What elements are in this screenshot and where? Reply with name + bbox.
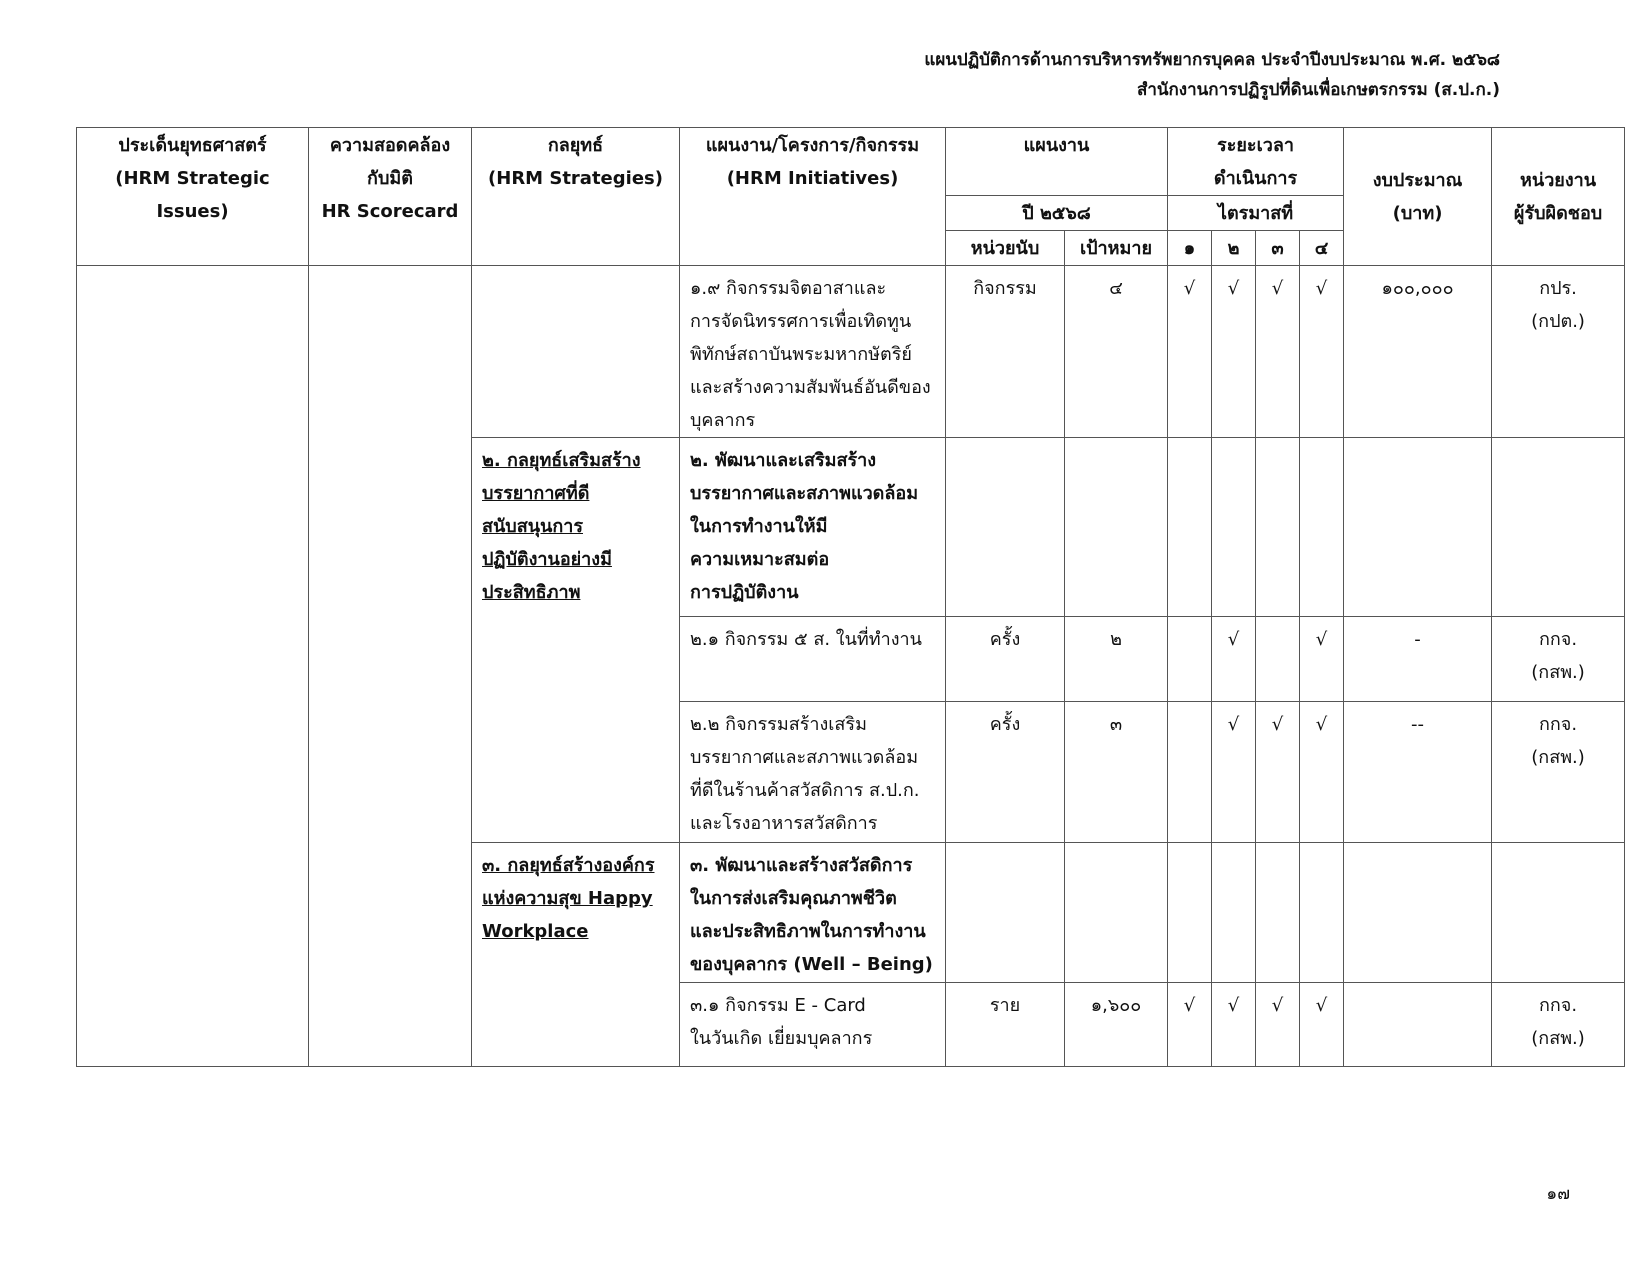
- col-header-period: ระยะเวลา ดำเนินการ: [1168, 128, 1344, 196]
- document-header-agency: สำนักงานการปฏิรูปที่ดินเพื่อเกษตรกรรม (ส.ป.ก.): [1136, 80, 1500, 100]
- budget-cell: --: [1411, 714, 1425, 735]
- col-header-q3: ๓: [1256, 231, 1300, 266]
- col-header-budget: งบประมาณ (บาท): [1344, 128, 1492, 266]
- hr-action-plan-table: [76, 127, 1625, 1067]
- strategy-3-cell: ๓. กลยุทธ์สร้างองค์กร แห่งความสุข Happy Workplace: [482, 855, 655, 942]
- q2-check: √: [1227, 714, 1240, 735]
- unit-cell: กิจกรรม: [973, 278, 1037, 299]
- target-cell: ๓: [1109, 714, 1123, 735]
- initiative-cell: ๑.๙ กิจกรรมจิตอาสาและ การจัดนิทรรศการเพื่อเทิดทูน พิทักษ์สถาบันพระมหากษัตริย์ และสร้างความสัมพันธ์อันดีของ บุคลากร: [690, 278, 931, 431]
- strategy-2-cell: ๒. กลยุทธ์เสริมสร้าง บรรยากาศที่ดี สนับสนุนการ ปฏิบัติงานอย่างมี ประสิทธิภาพ: [482, 450, 641, 603]
- q4-check: √: [1315, 278, 1328, 299]
- col-header-q2: ๒: [1212, 231, 1256, 266]
- col-header-strategic-issues: ประเด็นยุทธศาสตร์ (HRM Strategic Issues): [77, 128, 309, 266]
- unit-cell: ครั้ง: [989, 714, 1021, 735]
- col-header-q1: ๑: [1168, 231, 1212, 266]
- table-row: [77, 266, 1625, 438]
- q3-check: √: [1271, 995, 1284, 1016]
- q3-check: √: [1271, 714, 1284, 735]
- responsible-cell: กกจ. (กสพ.): [1531, 995, 1585, 1049]
- col-header-unit: หน่วยนับ: [946, 231, 1065, 266]
- budget-cell: [1344, 983, 1491, 989]
- responsible-cell: กกจ. (กสพ.): [1531, 629, 1585, 683]
- page-number: ๑๗: [1546, 1184, 1570, 1204]
- unit-cell: ราย: [989, 995, 1021, 1016]
- initiative-2-cell: ๒. พัฒนาและเสริมสร้าง บรรยากาศและสภาพแวดล้อม ในการทำงานให้มี ความเหมาะสมต่อ การปฏิบัติงาน: [690, 450, 919, 603]
- budget-cell: -: [1414, 629, 1421, 650]
- alignment-cell: [309, 266, 472, 1067]
- q4-check: √: [1315, 995, 1328, 1016]
- q3-check: √: [1271, 278, 1284, 299]
- col-header-plan: แผนงาน: [946, 128, 1168, 196]
- col-header-quarter: ไตรมาสที่: [1168, 196, 1344, 231]
- col-header-strategies: กลยุทธ์ (HRM Strategies): [472, 128, 680, 266]
- responsible-cell: กปร. (กปต.): [1531, 278, 1585, 332]
- q2-check: √: [1227, 278, 1240, 299]
- q4-check: √: [1315, 714, 1328, 735]
- col-header-plan-year: ปี ๒๕๖๘: [946, 196, 1168, 231]
- q2-check: √: [1227, 995, 1240, 1016]
- initiative-cell: ๒.๒ กิจกรรมสร้างเสริม บรรยากาศและสภาพแวดล้อม ที่ดีในร้านค้าสวัสดิการ ส.ป.ก. และโรงอาหารสวัสดิการ: [690, 714, 920, 834]
- col-header-initiatives: แผนงาน/โครงการ/กิจกรรม (HRM Initiatives): [680, 128, 946, 266]
- q1-check: √: [1183, 278, 1196, 299]
- initiative-cell: ๒.๑ กิจกรรม ๕ ส. ในที่ทำงาน: [690, 629, 922, 650]
- q4-check: √: [1315, 629, 1328, 650]
- target-cell: ๑,๖๐๐: [1090, 995, 1142, 1016]
- strategic-issue-cell: [77, 266, 309, 1067]
- target-cell: ๒: [1110, 629, 1122, 650]
- q1-check: √: [1183, 995, 1196, 1016]
- col-header-target: เป้าหมาย: [1065, 231, 1168, 266]
- responsible-cell: กกจ. (กสพ.): [1531, 714, 1585, 768]
- unit-cell: ครั้ง: [989, 629, 1021, 650]
- col-header-alignment: ความสอดคล้อง กับมิติ HR Scorecard: [309, 128, 472, 266]
- strategy-cell: [472, 266, 680, 438]
- initiative-cell: ๓.๑ กิจกรรม E - Card ในวันเกิด เยี่ยมบุคลากร: [690, 995, 873, 1049]
- q1-check: [1168, 702, 1211, 708]
- col-header-q4: ๔: [1300, 231, 1344, 266]
- col-header-responsible: หน่วยงาน ผู้รับผิดชอบ: [1492, 128, 1625, 266]
- budget-cell: ๑๐๐,๐๐๐: [1381, 278, 1454, 299]
- q1-check: [1168, 617, 1211, 623]
- document-header-title: แผนปฏิบัติการด้านการบริหารทรัพยากรบุคคล ประจำปีงบประมาณ พ.ศ. ๒๕๖๘: [924, 50, 1500, 70]
- target-cell: ๔: [1109, 278, 1123, 299]
- initiative-3-cell: ๓. พัฒนาและสร้างสวัสดิการ ในการส่งเสริมคุณภาพชีวิต และประสิทธิภาพในการทำงาน ของบุคลากร (Well – Being): [690, 855, 933, 975]
- q2-check: √: [1227, 629, 1240, 650]
- q3-check: [1256, 617, 1299, 623]
